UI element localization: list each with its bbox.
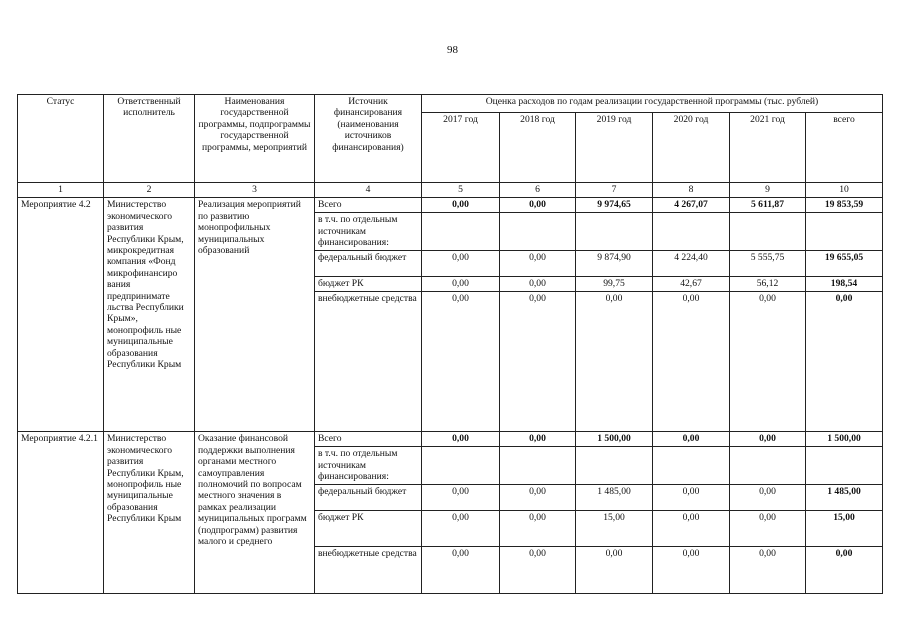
value-cell: 19 853,59 <box>806 198 883 213</box>
header-row <box>18 95 883 113</box>
value-cell: 0,00 <box>422 547 500 594</box>
budget-table <box>17 94 883 594</box>
block-name: Оказание финансовой поддержки выполнения органами местного самоуправления полномочий по вопросам местного значения в рамках реализации муниципальных программ (подпрограмм) развития малого и среднего <box>195 432 315 594</box>
value-cell <box>730 213 806 251</box>
value-cell: 19 655,05 <box>806 251 883 277</box>
header-name: Наименования государственной программы, подпрограммы государственной программы, мероприятий <box>195 95 315 183</box>
source-cell: в т.ч. по отдельным источникам финансирования: <box>315 213 422 251</box>
block-name: Реализация мероприятий по развитию монопрофильных муниципальных образований <box>195 198 315 432</box>
block-status: Мероприятие 4.2 <box>18 198 104 432</box>
col-num: 2 <box>104 183 195 198</box>
col-num: 6 <box>500 183 576 198</box>
source-cell: федеральный бюджет <box>315 251 422 277</box>
value-cell: 0,00 <box>422 511 500 547</box>
block-responsible: Министерство экономического развития Республики Крым, монопрофиль ные муниципальные образования Республики Крым <box>104 432 195 594</box>
col-num: 4 <box>315 183 422 198</box>
value-cell: 0,00 <box>500 198 576 213</box>
value-cell: 0,00 <box>806 292 883 432</box>
value-cell <box>422 213 500 251</box>
value-cell: 15,00 <box>806 511 883 547</box>
source-cell: Всего <box>315 198 422 213</box>
value-cell <box>422 447 500 485</box>
col-num: 3 <box>195 183 315 198</box>
value-cell: 0,00 <box>500 292 576 432</box>
value-cell: 0,00 <box>653 485 730 511</box>
block-status: Мероприятие 4.2.1 <box>18 432 104 594</box>
page-number: 98 <box>447 44 458 56</box>
source-cell: бюджет РК <box>315 277 422 292</box>
col-num: 1 <box>18 183 104 198</box>
col-num: 10 <box>806 183 883 198</box>
value-cell <box>576 447 653 485</box>
header-responsible: Ответственный исполнитель <box>104 95 195 183</box>
value-cell: 0,00 <box>422 485 500 511</box>
value-cell: 1 485,00 <box>576 485 653 511</box>
value-cell: 0,00 <box>730 547 806 594</box>
value-cell: 9 974,65 <box>576 198 653 213</box>
year-2020: 2020 год <box>653 112 730 182</box>
year-2021: 2021 год <box>730 112 806 182</box>
value-cell: 0,00 <box>422 198 500 213</box>
year-2019: 2019 год <box>576 112 653 182</box>
value-cell: 0,00 <box>653 547 730 594</box>
col-num: 7 <box>576 183 653 198</box>
col-num: 8 <box>653 183 730 198</box>
value-cell: 0,00 <box>500 547 576 594</box>
value-cell <box>576 213 653 251</box>
value-cell <box>500 447 576 485</box>
value-cell: 0,00 <box>422 277 500 292</box>
value-cell: 0,00 <box>500 511 576 547</box>
column-numbers-row <box>18 183 883 198</box>
value-cell: 0,00 <box>653 511 730 547</box>
value-cell: 0,00 <box>730 485 806 511</box>
table-row <box>18 432 883 447</box>
value-cell <box>653 213 730 251</box>
value-cell: 0,00 <box>422 251 500 277</box>
value-cell: 0,00 <box>422 432 500 447</box>
value-cell: 0,00 <box>500 432 576 447</box>
value-cell: 0,00 <box>576 292 653 432</box>
source-cell: федеральный бюджет <box>315 485 422 511</box>
header-status: Статус <box>18 95 104 183</box>
value-cell: 0,00 <box>500 485 576 511</box>
value-cell: 0,00 <box>653 432 730 447</box>
header-estimate: Оценка расходов по годам реализации государственной программы (тыс. рублей) <box>422 95 883 113</box>
value-cell: 9 874,90 <box>576 251 653 277</box>
value-cell: 0,00 <box>806 547 883 594</box>
value-cell: 198,54 <box>806 277 883 292</box>
value-cell: 99,75 <box>576 277 653 292</box>
value-cell <box>500 213 576 251</box>
value-cell: 4 267,07 <box>653 198 730 213</box>
value-cell: 0,00 <box>730 511 806 547</box>
value-cell <box>806 213 883 251</box>
value-cell: 0,00 <box>730 292 806 432</box>
block-responsible: Министерство экономического развития Республики Крым, микрокредитная компания «Фонд микрофинансиро вания предпринимате льства Республики Крым», монопрофиль ные муниципальные образования Республики Крым <box>104 198 195 432</box>
value-cell: 0,00 <box>653 292 730 432</box>
year-2017: 2017 год <box>422 112 500 182</box>
col-num: 5 <box>422 183 500 198</box>
value-cell: 56,12 <box>730 277 806 292</box>
value-cell: 0,00 <box>730 432 806 447</box>
value-cell: 0,00 <box>500 277 576 292</box>
year-total: всего <box>806 112 883 182</box>
value-cell: 0,00 <box>576 547 653 594</box>
col-num: 9 <box>730 183 806 198</box>
value-cell: 1 500,00 <box>806 432 883 447</box>
value-cell: 1 485,00 <box>806 485 883 511</box>
source-cell: Всего <box>315 432 422 447</box>
value-cell: 42,67 <box>653 277 730 292</box>
table-row <box>18 198 883 213</box>
value-cell: 5 611,87 <box>730 198 806 213</box>
value-cell <box>806 447 883 485</box>
year-2018: 2018 год <box>500 112 576 182</box>
source-cell: внебюджетные средства <box>315 292 422 432</box>
source-cell: внебюджетные средства <box>315 547 422 594</box>
source-cell: в т.ч. по отдельным источникам финансирования: <box>315 447 422 485</box>
value-cell <box>730 447 806 485</box>
header-source: Источник финансирования (наименования источников финансирования) <box>315 95 422 183</box>
value-cell: 0,00 <box>500 251 576 277</box>
value-cell: 1 500,00 <box>576 432 653 447</box>
value-cell: 0,00 <box>422 292 500 432</box>
source-cell: бюджет РК <box>315 511 422 547</box>
value-cell: 4 224,40 <box>653 251 730 277</box>
value-cell: 15,00 <box>576 511 653 547</box>
value-cell <box>653 447 730 485</box>
value-cell: 5 555,75 <box>730 251 806 277</box>
